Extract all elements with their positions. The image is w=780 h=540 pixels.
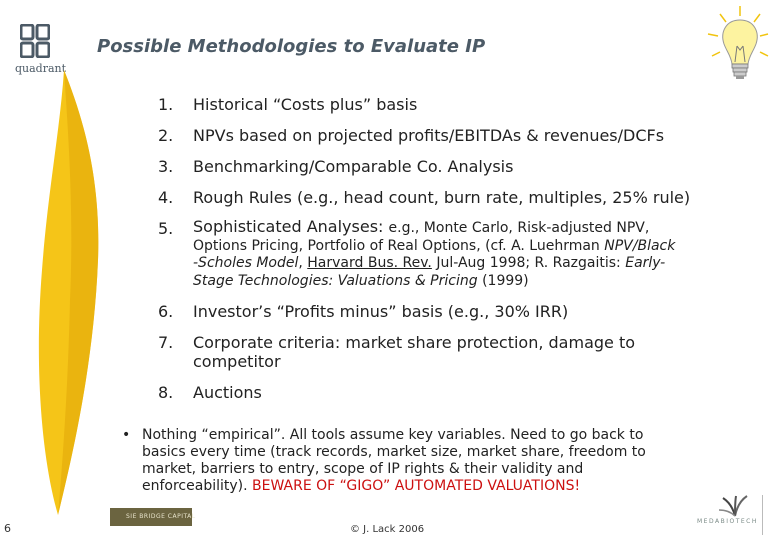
list-item-detail: Jul-Aug 1998; R. Razgaitis:: [431, 255, 626, 271]
note-line: basics every time (track records, market size, market share, freedom to: [142, 444, 646, 460]
note-line: market, barriers to entry, scope of IP rights & their validity and: [142, 461, 584, 477]
list-item-detail: ,: [298, 255, 308, 271]
page-number: 6: [4, 522, 11, 535]
bullet-icon: •: [122, 427, 131, 443]
list-item-text: Investor’s “Profits minus” basis (e.g., 30% IRR): [193, 302, 569, 321]
list-item-detail: e.g., Monte Carlo, Risk-adjusted NPV,: [388, 220, 650, 236]
list-item-text: Historical “Costs plus” basis: [193, 95, 418, 114]
list-number: 5.: [158, 219, 174, 238]
partner-logo: [110, 508, 196, 526]
list-item-continuation: [193, 273, 529, 289]
list-item-detail: Options Pricing, Portfolio of Real Options, (cf. A. Luehrman: [193, 238, 605, 254]
note-text: enforceability).: [142, 478, 253, 494]
medabiotech-logo-icon: [715, 494, 755, 518]
note-line: Nothing “empirical”. All tools assume key variables. Need to go back to: [142, 427, 644, 443]
list-number: 3.: [158, 157, 174, 176]
list-item-lead: Sophisticated Analyses:: [193, 217, 389, 236]
lightbulb-icon: [700, 4, 770, 88]
list-item-continuation: competitor: [193, 352, 281, 371]
list-item-text: Corporate criteria: market share protection, damage to: [193, 333, 636, 352]
list-number: 8.: [158, 383, 174, 402]
list-item-text: Auctions: [193, 383, 262, 402]
medabiotech-text: MEDABIOTECH: [697, 518, 758, 525]
citation-title: Early-: [625, 255, 666, 271]
divider: [762, 495, 763, 535]
partner-logo-text: SIE BRIDGE CAPITAL: [126, 513, 196, 520]
list-number: 2.: [158, 126, 174, 145]
logo-text: quadrant: [15, 62, 67, 75]
list-item-detail: (1999): [477, 273, 529, 289]
note-line: [142, 478, 580, 494]
copyright: © J. Lack 2006: [350, 524, 425, 535]
list-item-text: Benchmarking/Comparable Co. Analysis: [193, 157, 514, 176]
list-number: 4.: [158, 188, 174, 207]
list-item-text: Rough Rules (e.g., head count, burn rate, multiples, 25% rule): [193, 188, 691, 207]
quadrant-logo-icon: [20, 24, 50, 58]
citation-title: Stage Technologies: Valuations & Pricing: [193, 273, 478, 289]
list-item-continuation: [193, 238, 675, 254]
list-item-text: NPVs based on projected profits/EBITDAs & revenues/DCFs: [193, 126, 665, 145]
leaf-graphic: [0, 70, 140, 520]
citation-title: NPV/Black: [604, 238, 676, 254]
slide-title: Possible Methodologies to Evaluate IP: [97, 36, 486, 57]
list-number: 1.: [158, 95, 174, 114]
list-item-text: [193, 217, 649, 236]
list-number: 7.: [158, 333, 174, 352]
citation-journal: Harvard Bus. Rev.: [307, 255, 432, 271]
warning-text: BEWARE OF “GIGO” AUTOMATED VALUATIONS!: [252, 478, 581, 494]
list-number: 6.: [158, 302, 174, 321]
list-item-continuation: [193, 255, 665, 271]
citation-title: -Scholes Model: [193, 255, 299, 271]
medabiotech-logo: [697, 494, 769, 526]
